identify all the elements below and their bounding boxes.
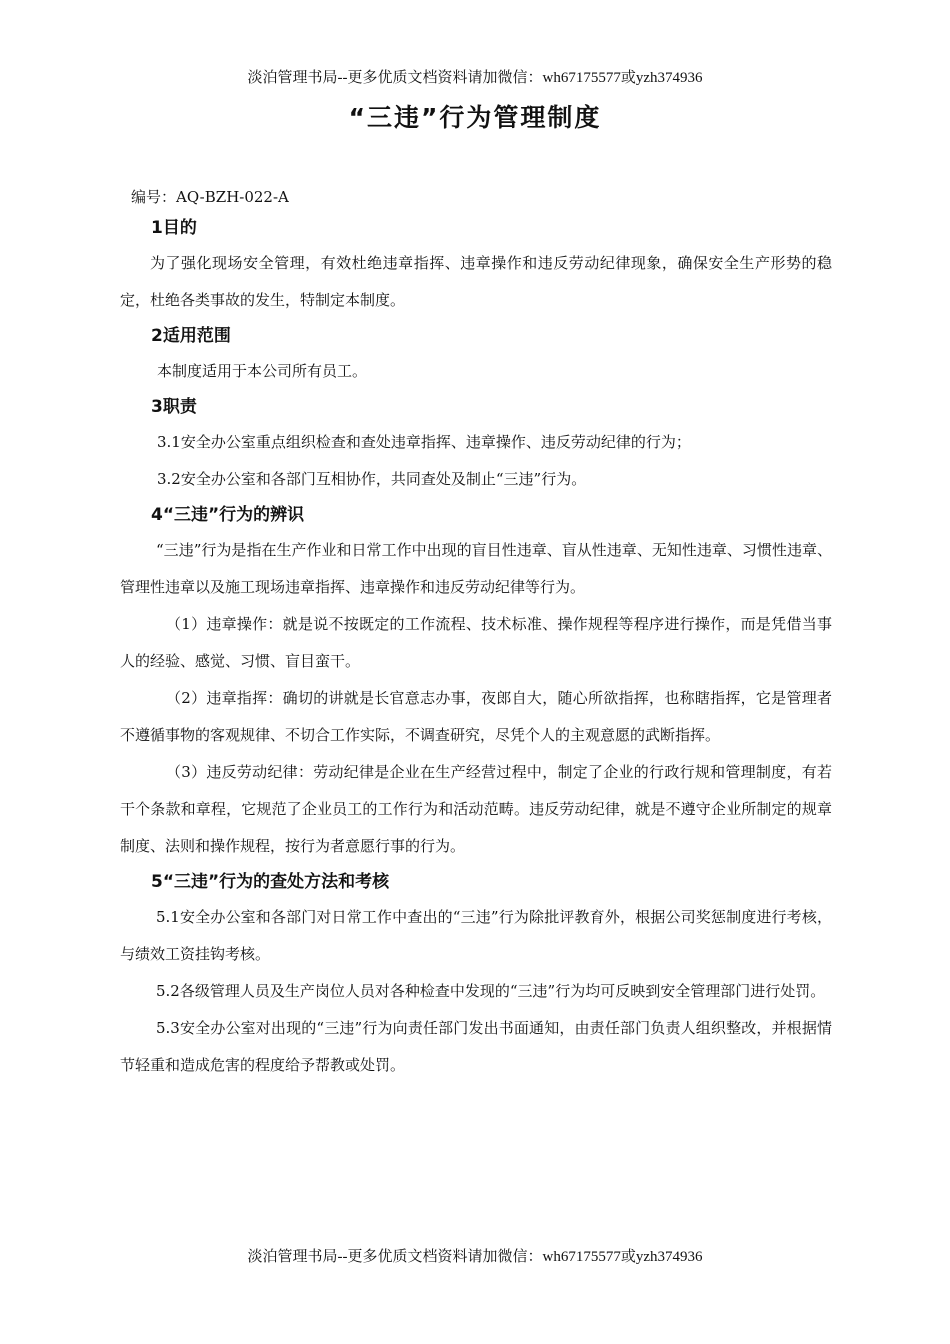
paragraph: 3.2安全办公室和各部门互相协作，共同查处及制止“三违”行为。 (157, 470, 587, 488)
paragraph: （2）违章指挥：确切的讲就是长官意志办事，夜郎自大，随心所欲指挥，也称瞎指挥，它是管理者不遵循事物的客观规律、不切合工作实际，不调查研究，尽凭个人的主观意愿的武断指挥。 (120, 689, 832, 744)
paragraph: （1）违章操作：就是说不按既定的工作流程、技术标准、操作规程等程序进行操作，而是凭借当事人的经验、感觉、习惯、盲目蛮干。 (120, 615, 832, 670)
page-header: 淡泊管理书局--更多优质文档资料请加微信：wh67175577或yzh374936 (247, 70, 703, 86)
section-heading-purpose: 1目的 (151, 218, 197, 238)
section-heading-investigation: 5“三违”行为的查处方法和考核 (151, 872, 390, 892)
document-body (120, 180, 832, 1084)
paragraph: （3）违反劳动纪律：劳动纪律是企业在生产经营过程中，制定了企业的行政行规和管理制度，有若干个条款和章程，它规范了企业员工的工作行为和活动范畴。违反劳动纪律，就是不遵守企业所制定的规章制度、法则和操作规程，按行为者意愿行事的行为。 (120, 763, 832, 855)
section-heading-identification: 4“三违”行为的辨识 (151, 505, 305, 525)
paragraph: “三违”行为是指在生产作业和日常工作中出现的盲目性违章、盲从性违章、无知性违章、习惯性违章、管理性违章以及施工现场违章指挥、违章操作和违反劳动纪律等行为。 (120, 541, 832, 596)
document-number: 编号：AQ-BZH-022-A (131, 188, 289, 206)
page-title: “三违”行为管理制度 (348, 103, 602, 132)
paragraph: 本制度适用于本公司所有员工。 (157, 362, 368, 380)
paragraph: 5.1安全办公室和各部门对日常工作中查出的“三违”行为除批评教育外，根据公司奖惩制度进行考核，与绩效工资挂钩考核。 (120, 908, 832, 963)
page-footer: 淡泊管理书局--更多优质文档资料请加微信：wh67175577或yzh374936 (247, 1249, 703, 1265)
paragraph: 为了强化现场安全管理，有效杜绝违章指挥、违章操作和违反劳动纪律现象，确保安全生产形势的稳定，杜绝各类事故的发生，特制定本制度。 (120, 254, 832, 309)
section-heading-responsibilities: 3职责 (151, 397, 197, 417)
paragraph: 5.3安全办公室对出现的“三违”行为向责任部门发出书面通知，由责任部门负责人组织整改，并根据情节轻重和造成危害的程度给予帮教或处罚。 (120, 1019, 832, 1074)
paragraph: 3.1安全办公室重点组织检查和查处违章指挥、违章操作、违反劳动纪律的行为； (157, 433, 691, 451)
section-heading-scope: 2适用范围 (151, 326, 231, 346)
paragraph: 5.2各级管理人员及生产岗位人员对各种检查中发现的“三违”行为均可反映到安全管理部门进行处罚。 (156, 982, 826, 1000)
